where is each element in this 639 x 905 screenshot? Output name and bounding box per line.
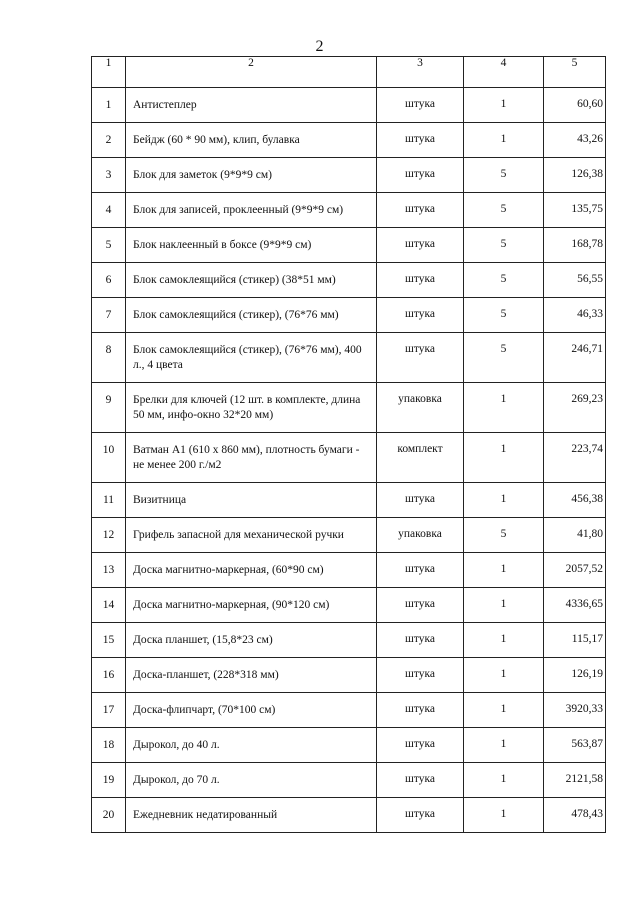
price-cell: 168,78 — [544, 228, 606, 263]
header-col-1: 1 — [92, 57, 126, 88]
unit-cell: штука — [377, 728, 464, 763]
price-cell: 115,17 — [544, 623, 606, 658]
quantity-cell: 1 — [464, 383, 544, 433]
table-row — [92, 88, 606, 123]
price-cell: 3920,33 — [544, 693, 606, 728]
unit-cell: штука — [377, 263, 464, 298]
table-row — [92, 658, 606, 693]
item-name-cell: Антистеплер — [126, 88, 377, 123]
row-number-cell: 17 — [92, 693, 126, 728]
quantity-cell: 1 — [464, 658, 544, 693]
price-cell: 246,71 — [544, 333, 606, 383]
price-cell: 456,38 — [544, 483, 606, 518]
table-row — [92, 728, 606, 763]
item-name-cell: Визитница — [126, 483, 377, 518]
price-cell: 126,38 — [544, 158, 606, 193]
unit-cell: штука — [377, 88, 464, 123]
quantity-cell: 5 — [464, 518, 544, 553]
item-name-cell: Доска планшет, (15,8*23 см) — [126, 623, 377, 658]
row-number-cell: 9 — [92, 383, 126, 433]
quantity-cell: 1 — [464, 588, 544, 623]
unit-cell: штука — [377, 798, 464, 833]
row-number-cell: 15 — [92, 623, 126, 658]
quantity-cell: 1 — [464, 763, 544, 798]
unit-cell: штука — [377, 658, 464, 693]
quantity-cell: 1 — [464, 433, 544, 483]
table-body — [92, 88, 606, 833]
quantity-cell: 1 — [464, 693, 544, 728]
unit-cell: комплект — [377, 433, 464, 483]
table-row — [92, 333, 606, 383]
row-number-cell: 4 — [92, 193, 126, 228]
quantity-cell: 1 — [464, 483, 544, 518]
unit-cell: штука — [377, 483, 464, 518]
table-row — [92, 518, 606, 553]
quantity-cell: 1 — [464, 553, 544, 588]
table-row — [92, 228, 606, 263]
header-col-4: 4 — [464, 57, 544, 88]
item-name-cell: Блок для записей, проклеенный (9*9*9 см) — [126, 193, 377, 228]
unit-cell: упаковка — [377, 518, 464, 553]
price-cell: 2121,58 — [544, 763, 606, 798]
table-row — [92, 623, 606, 658]
row-number-cell: 12 — [92, 518, 126, 553]
quantity-cell: 1 — [464, 798, 544, 833]
item-name-cell: Блок самоклеящийся (стикер), (76*76 мм) — [126, 298, 377, 333]
price-cell: 478,43 — [544, 798, 606, 833]
unit-cell: штука — [377, 333, 464, 383]
item-name-cell: Брелки для ключей (12 шт. в комплекте, длина 50 мм, инфо-окно 32*20 мм) — [126, 383, 377, 433]
row-number-cell: 7 — [92, 298, 126, 333]
row-number-cell: 8 — [92, 333, 126, 383]
row-number-cell: 1 — [92, 88, 126, 123]
row-number-cell: 5 — [92, 228, 126, 263]
unit-cell: штука — [377, 193, 464, 228]
unit-cell: штука — [377, 763, 464, 798]
table-row — [92, 763, 606, 798]
table-row — [92, 298, 606, 333]
unit-cell: штука — [377, 623, 464, 658]
price-cell: 43,26 — [544, 123, 606, 158]
unit-cell: штука — [377, 298, 464, 333]
item-name-cell: Дырокол, до 70 л. — [126, 763, 377, 798]
price-cell: 56,55 — [544, 263, 606, 298]
quantity-cell: 5 — [464, 193, 544, 228]
unit-cell: штука — [377, 588, 464, 623]
table-row — [92, 798, 606, 833]
item-name-cell: Блок самоклеящийся (стикер), (76*76 мм), 400 л., 4 цвета — [126, 333, 377, 383]
unit-cell: штука — [377, 158, 464, 193]
quantity-cell: 1 — [464, 88, 544, 123]
table-row — [92, 193, 606, 228]
price-table — [91, 56, 606, 833]
price-cell: 4336,65 — [544, 588, 606, 623]
quantity-cell: 1 — [464, 728, 544, 763]
unit-cell: штука — [377, 693, 464, 728]
header-col-5: 5 — [544, 57, 606, 88]
price-cell: 223,74 — [544, 433, 606, 483]
row-number-cell: 19 — [92, 763, 126, 798]
table-row — [92, 263, 606, 298]
item-name-cell: Дырокол, до 40 л. — [126, 728, 377, 763]
price-cell: 60,60 — [544, 88, 606, 123]
quantity-cell: 1 — [464, 123, 544, 158]
table-row — [92, 383, 606, 433]
page-number: 2 — [315, 38, 324, 55]
item-name-cell: Ватман А1 (610 х 860 мм), плотность бумаги - не менее 200 г./м2 — [126, 433, 377, 483]
item-name-cell: Доска магнитно-маркерная, (60*90 см) — [126, 553, 377, 588]
quantity-cell: 5 — [464, 298, 544, 333]
quantity-cell: 5 — [464, 158, 544, 193]
item-name-cell: Блок для заметок (9*9*9 см) — [126, 158, 377, 193]
item-name-cell: Ежедневник недатированный — [126, 798, 377, 833]
header-col-2: 2 — [126, 57, 377, 88]
price-cell: 126,19 — [544, 658, 606, 693]
row-number-cell: 14 — [92, 588, 126, 623]
price-cell: 269,23 — [544, 383, 606, 433]
quantity-cell: 1 — [464, 623, 544, 658]
price-cell: 135,75 — [544, 193, 606, 228]
row-number-cell: 13 — [92, 553, 126, 588]
table-row — [92, 588, 606, 623]
item-name-cell: Грифель запасной для механической ручки — [126, 518, 377, 553]
table-row — [92, 483, 606, 518]
price-cell: 46,33 — [544, 298, 606, 333]
quantity-cell: 5 — [464, 228, 544, 263]
table-row — [92, 123, 606, 158]
unit-cell: штука — [377, 228, 464, 263]
quantity-cell: 5 — [464, 263, 544, 298]
table-row — [92, 158, 606, 193]
header-col-3: 3 — [377, 57, 464, 88]
table-row — [92, 433, 606, 483]
row-number-cell: 2 — [92, 123, 126, 158]
unit-cell: штука — [377, 553, 464, 588]
table-row — [92, 553, 606, 588]
row-number-cell: 20 — [92, 798, 126, 833]
table-row — [92, 693, 606, 728]
item-name-cell: Доска-планшет, (228*318 мм) — [126, 658, 377, 693]
row-number-cell: 10 — [92, 433, 126, 483]
price-cell: 2057,52 — [544, 553, 606, 588]
item-name-cell: Бейдж (60 * 90 мм), клип, булавка — [126, 123, 377, 158]
price-cell: 563,87 — [544, 728, 606, 763]
table-header-row — [92, 57, 606, 88]
row-number-cell: 6 — [92, 263, 126, 298]
unit-cell: упаковка — [377, 383, 464, 433]
row-number-cell: 11 — [92, 483, 126, 518]
item-name-cell: Блок наклеенный в боксе (9*9*9 см) — [126, 228, 377, 263]
item-name-cell: Доска магнитно-маркерная, (90*120 см) — [126, 588, 377, 623]
price-cell: 41,80 — [544, 518, 606, 553]
row-number-cell: 18 — [92, 728, 126, 763]
item-name-cell: Доска-флипчарт, (70*100 см) — [126, 693, 377, 728]
row-number-cell: 3 — [92, 158, 126, 193]
unit-cell: штука — [377, 123, 464, 158]
item-name-cell: Блок самоклеящийся (стикер) (38*51 мм) — [126, 263, 377, 298]
row-number-cell: 16 — [92, 658, 126, 693]
quantity-cell: 5 — [464, 333, 544, 383]
